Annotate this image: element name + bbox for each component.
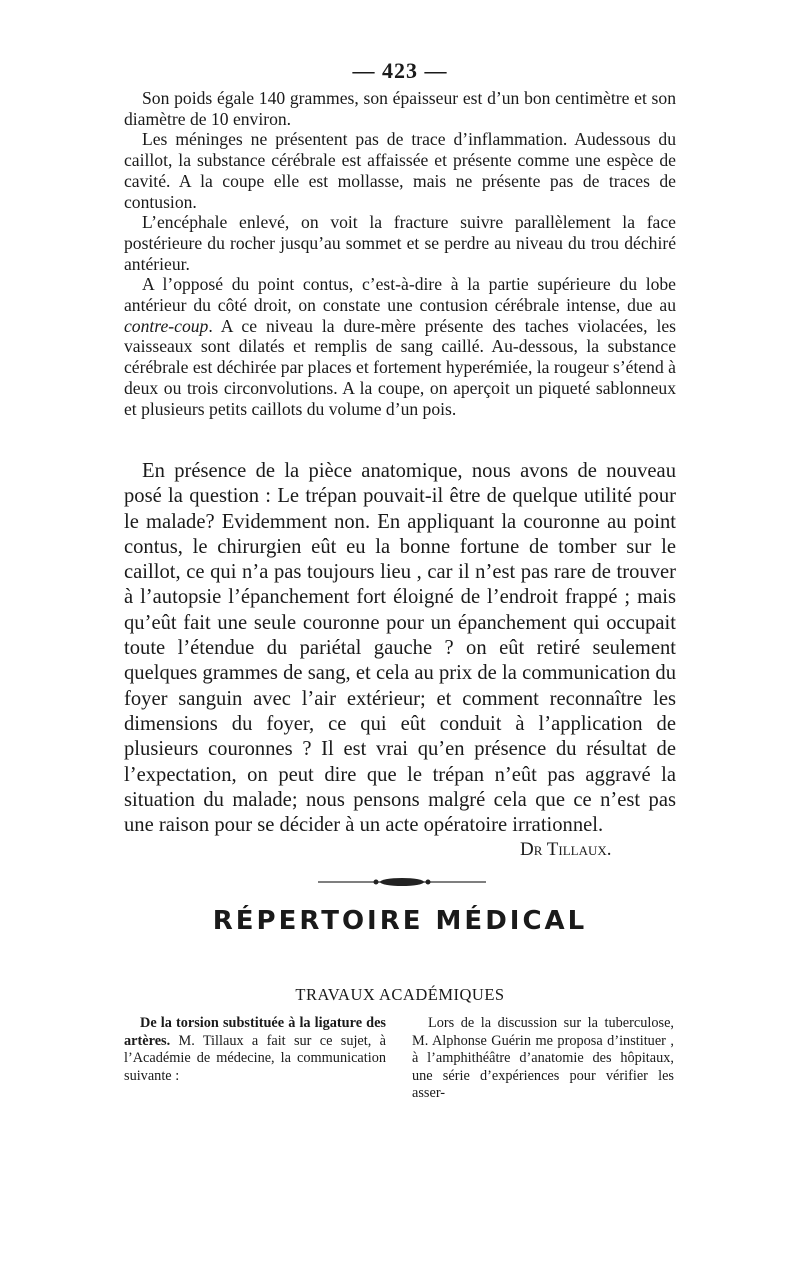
- discussion: [124, 459, 676, 838]
- paragraph-contrecoup: [124, 274, 676, 419]
- italic-term: contre-coup: [124, 315, 209, 336]
- autopsy-findings: [124, 88, 676, 419]
- section-heading: RÉPERTOIRE MÉDICAL: [212, 906, 588, 936]
- left-column-text: [124, 1015, 386, 1085]
- paragraph-encephalon: L’encéphale enlevé, on voit la fracture suivre parallèlement la face postérieure du rocher jusqu’au sommet et se perdre au niveau du trou déchiré antérieur.: [124, 212, 676, 274]
- paragraph-discussion: En présence de la pièce anatomique, nous avons de nouveau posé la question : Le trépan pouvait-il être de quelque utilité pour le malade? Evidemment non. En appliquant la couronne au point contus, le chirurgien eût eu la bonne fortune de tomber sur le caillot, ce qui n’a pas toujours lieu , car il n’est pas rare de trouver à l’autopsie l’épanchement fort éloigné de l’endroit frappé ; mais qu’eût fait une seule couronne pour un épanchement qui occupait toute l’étendue du pariétal gauche ? on eût retiré seulement quelques grammes de sang, et cela au prix de la communication du foyer sanguin avec l’air extérieur; et comment reconnaître les dimensions du foyer, ce qui eût conduit à l’application de plusieurs couronnes ? Il est vrai qu’en présence du résultat de l’expectation, on peut dire que le trépan n’eût pas aggravé la situation du malade; nous pensons malgré cela que ce n’est pas une raison pour se décider à un acte opératoire irrationnel.: [124, 460, 676, 837]
- ornament-divider-icon: [318, 876, 486, 888]
- text-span: M. Tillaux a fait sur ce sujet, à l’Académie de médecine, la communication suivante :: [124, 1032, 386, 1084]
- right-column-text: Lors de la discussion sur la tuberculose, M. Alphonse Guérin me proposa d’instituer , à l’amphithéâtre d’anatomie des hôpitaux, une série d’expériences pour vérifier les asser-: [412, 1015, 674, 1101]
- paragraph-meninges: Les méninges ne présentent pas de trace d’inflammation. Audessous du caillot, la substance cérébrale est affaissée et présente comme une espèce de cavité. A la coupe elle est mollasse, mais ne présente pas de traces de contusion.: [124, 129, 676, 212]
- subheading: TRAVAUX ACADÉMIQUES: [295, 985, 505, 1004]
- right-column: [412, 1015, 674, 1103]
- text-span: . A ce niveau la dure-mère présente des taches violacées, les vaisseaux sont dilatés et remplis de sang caillé. Au-dessous, la substance cérébrale est déchirée par places et fortement hyperémiée, la rougeur s’étend à deux ou trois circonvolutions. A la coupe, on aperçoit un piqueté sablonneux et plusieurs petits caillots du volume d’un pois.: [124, 315, 676, 419]
- author-signature: Dr Tillaux.: [520, 839, 612, 860]
- left-column: [124, 1015, 386, 1085]
- page-number: — 423 —: [352, 58, 448, 83]
- text-span: A l’opposé du point contus, c’est-à-dire à la partie supérieure du lobe antérieur du côté droit, on constate une contusion cérébrale intense, due au: [124, 274, 676, 316]
- article-title: De la torsion substituée à la ligature des artères.: [124, 1015, 386, 1049]
- paragraph-weight: Son poids égale 140 grammes, son épaisseur est d’un bon centimètre et son diamètre de 10 environ.: [124, 88, 676, 129]
